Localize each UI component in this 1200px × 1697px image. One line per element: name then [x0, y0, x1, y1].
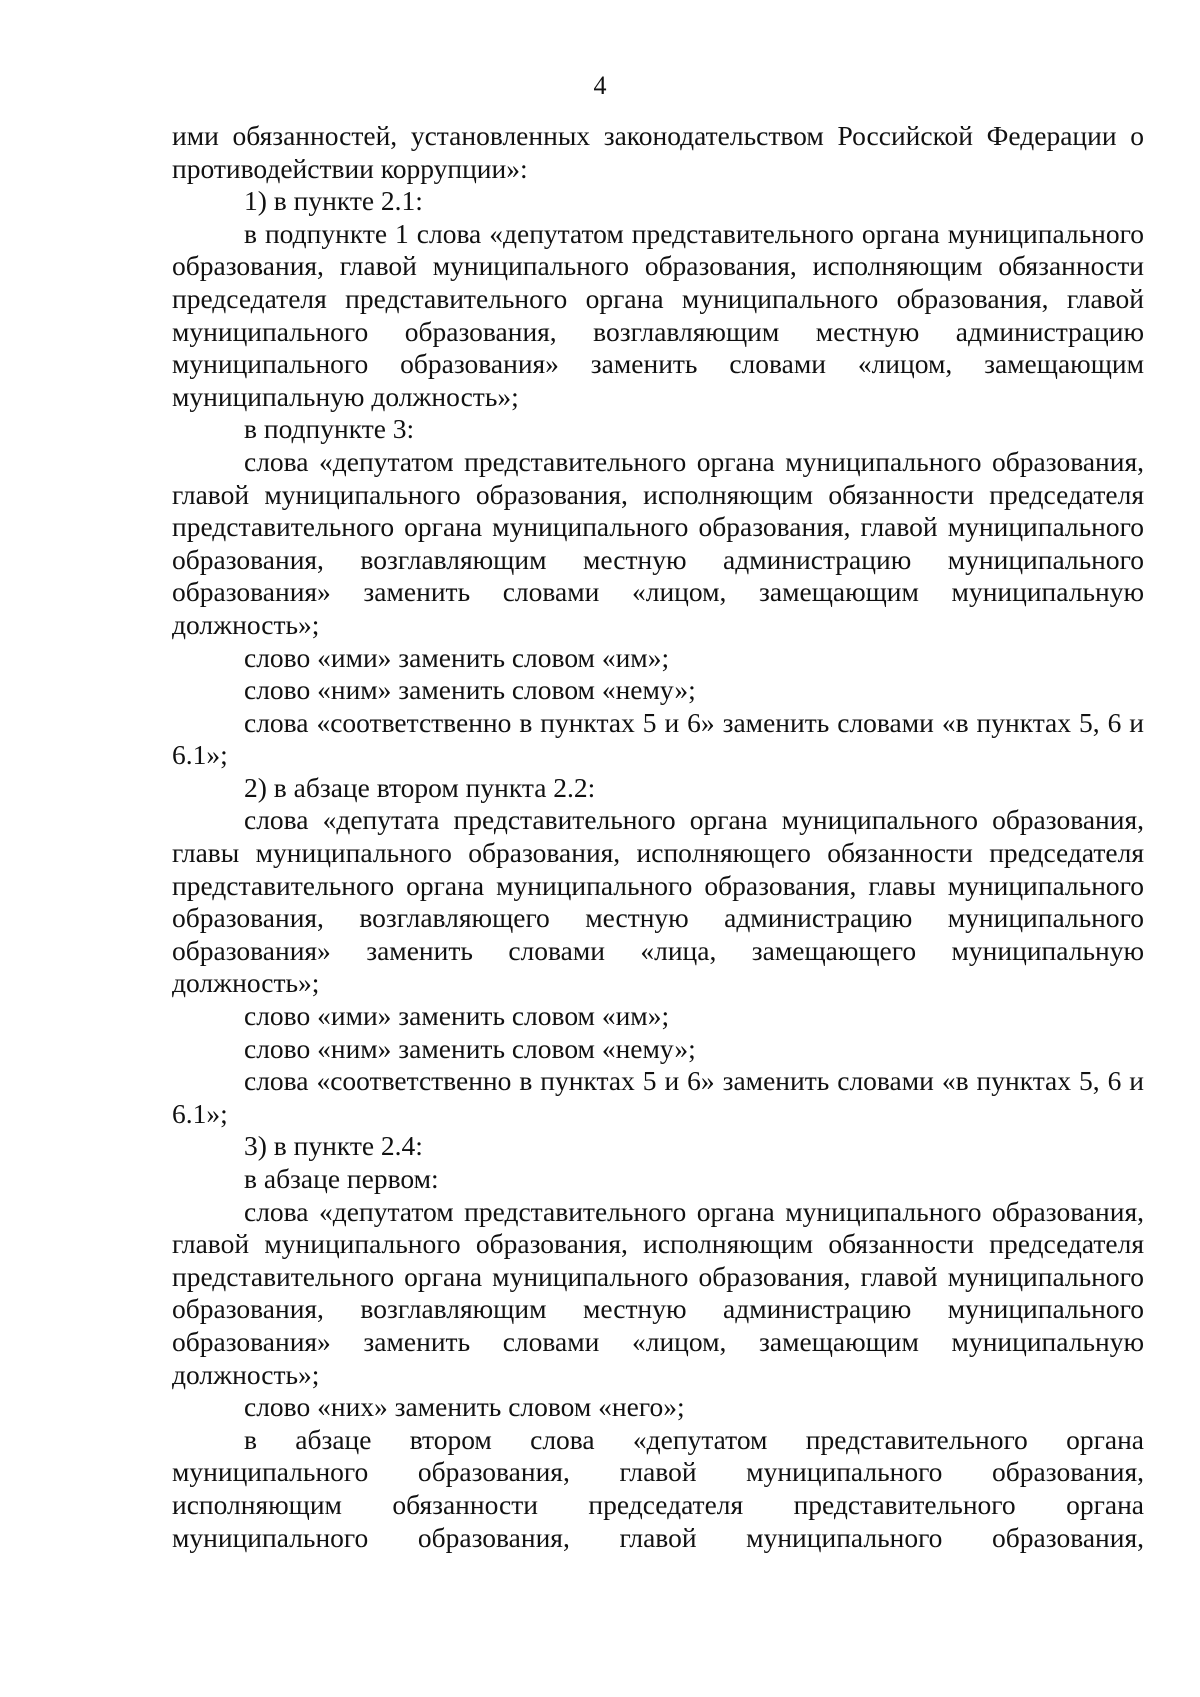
paragraph: слова «депутатом представительного органа муниципального образования, главой муниципального образования, исполняющим обязанности председателя представительного органа муниципального образования, главой муниципального образования, возглавляющим местную администрацию муниципального образования» заменить словами «лицом, замещающим муниципальную должность»;: [172, 1195, 1144, 1390]
paragraph: 2) в абзаце втором пункта 2.2:: [244, 771, 596, 803]
paragraph: слово «них» заменить словом «него»;: [244, 1391, 685, 1423]
paragraph: слово «ним» заменить словом «нему»;: [244, 674, 696, 706]
paragraph: в подпункте 3:: [244, 413, 415, 445]
paragraph: слово «ими» заменить словом «им»;: [244, 1000, 670, 1032]
paragraph: слова «депутата представительного органа муниципального образования, главы муниципального образования, исполняющего обязанности председателя представительного органа муниципального образования, главы муниципального образования, возглавляющего местную администрацию муниципального образования» заменить словами «лица, замещающего муниципальную должность»;: [172, 804, 1144, 999]
paragraph: слово «ими» заменить словом «им»;: [244, 641, 670, 673]
page-number: 4: [593, 71, 607, 100]
paragraph: ими обязанностей, установленных законодательством Российской Федерации о противодействии коррупции»:: [172, 120, 1144, 184]
paragraph: слова «соответственно в пунктах 5 и 6» заменить словами «в пунктах 5, 6 и 6.1»;: [172, 706, 1144, 771]
paragraph: в абзаце втором слова «депутатом представительного органа муниципального образования, главой муниципального образования, исполняющим обязанности председателя представительного органа муниципального образования, главой муниципального образования,: [172, 1423, 1144, 1553]
paragraph: в подпункте 1 слова «депутатом представительного органа муниципального образования, главой муниципального образования, исполняющим обязанности председателя представительного органа муниципального образования, главой муниципального образования, возглавляющим местную администрацию муниципального образования» заменить словами «лицом, замещающим муниципальную должность»;: [172, 217, 1144, 412]
paragraph: 1) в пункте 2.1:: [244, 185, 423, 217]
paragraph: 3) в пункте 2.4:: [244, 1130, 423, 1162]
paragraph: в абзаце первом:: [244, 1163, 439, 1194]
paragraph: слово «ним» заменить словом «нему»;: [244, 1032, 696, 1064]
document-body: [172, 120, 1144, 1554]
paragraph: слова «соответственно в пунктах 5 и 6» заменить словами «в пунктах 5, 6 и 6.1»;: [172, 1065, 1144, 1129]
paragraph: слова «депутатом представительного органа муниципального образования, главой муниципального образования, исполняющим обязанности председателя представительного органа муниципального образования, главой муниципального образования, возглавляющим местную администрацию муниципального образования» заменить словами «лицом, замещающим муниципальную должность»;: [172, 445, 1144, 640]
